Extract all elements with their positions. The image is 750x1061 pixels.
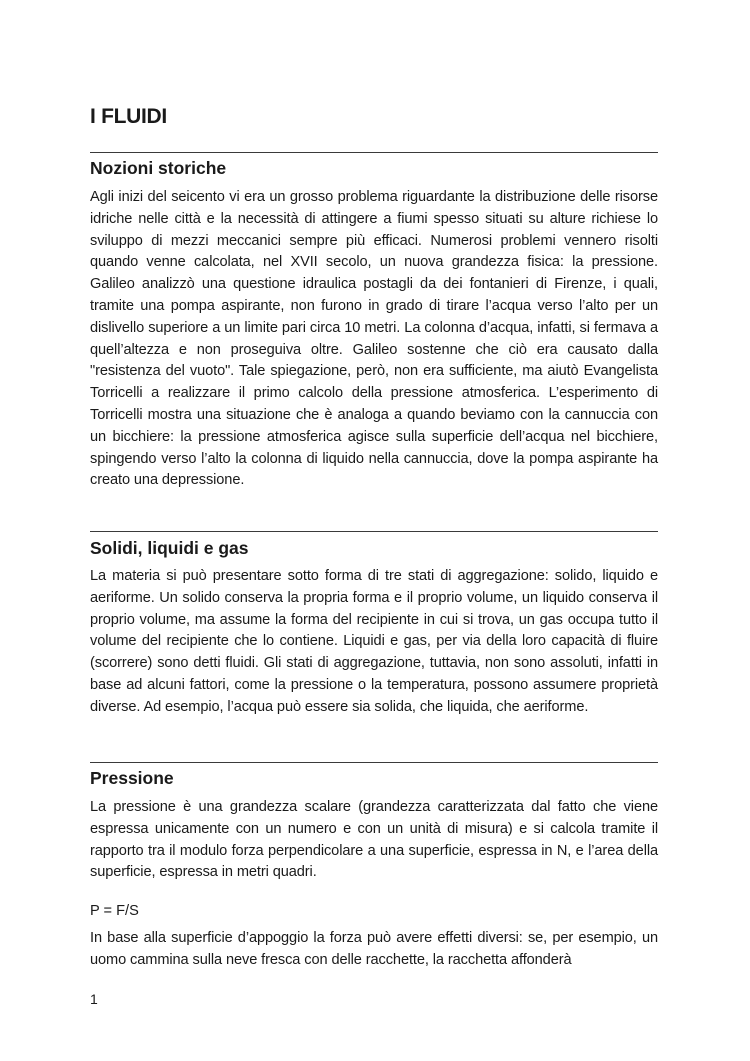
section-paragraph: La pressione è una grandezza scalare (grandezza caratterizzata dal fatto che viene espressa unicamente con un numero e con un unità di misura) e si calcola tramite il rapporto tra il modulo forza perpendicolare a una superficie, espressa in N, e l’area della superficie, espressa in metri quadri. <box>90 799 658 881</box>
document-title: I FLUIDI <box>90 105 167 128</box>
pressure-formula: P = F/S <box>90 903 139 919</box>
section-divider <box>90 531 658 532</box>
section-paragraph: La materia si può presentare sotto forma di tre stati di aggregazione: solido, liquido e aeriforme. Un solido conserva la propria forma e il proprio volume, un liquido conserva il proprio volume, ma assume la forma del recipiente in cui si trova, un gas occupa tutto il volume del recipiente che lo contiene. Liquidi e gas, per via della loro capacità di fluire (scorrere) sono detti fluidi. Gli stati di aggregazione, tuttavia, non sono assoluti, infatti in base ad alcuni fattori, come la pressione o la temperatura, possono assumere proprietà diverse. Ad esempio, l’acqua può essere sia solida, che liquida, che aeriforme. <box>90 568 658 715</box>
section-heading-pressione: Pressione <box>90 768 174 788</box>
section-divider <box>90 762 658 763</box>
section-heading-nozioni-storiche: Nozioni storiche <box>90 158 227 178</box>
section-paragraph: Agli inizi del seicento vi era un grosso problema riguardante la distribuzione delle risorse idriche nelle città e la necessità di attingere a fiumi spesso situati su alture richiese lo sviluppo di mezzi meccanici sempre più efficaci. Numerosi problemi vennero risolti quando venne calcolata, nel XVII secolo, un nuova grandezza fisica: la pressione. Galileo analizzò una questione idraulica postagli da dei fontanieri di Firenze, i quali, tramite una pompa aspirante, non furono in grado di tirare l’acqua verso l’alto per un dislivello superiore a un limite pari circa 10 metri. La colonna d’acqua, infatti, si fermava a quell’altezza e non proseguiva oltre. Galileo sostenne che ciò era causato dalla "resistenza del vuoto". Tale spiegazione, però, non era sufficiente, ma aiutò Evangelista Torricelli a realizzare il primo calcolo della pressione atmosferica. L’esperimento di Torricelli mostra una situazione che è analoga a quando beviamo con la cannuccia con un bicchiere: la pressione atmosferica agisce sulla superficie dell’acqua nel bicchiere, spingendo verso l’alto la colonna di liquido nella cannuccia, dove la pompa aspirante ha creato una depressione. <box>90 189 658 489</box>
page-number: 1 <box>90 991 98 1007</box>
section-divider <box>90 152 658 153</box>
section-paragraph: In base alla superficie d’appoggio la forza può avere effetti diversi: se, per esempio, un uomo cammina sulla neve fresca con delle racchette, la racchetta affonderà <box>90 930 658 968</box>
section-heading-solidi-liquidi-gas: Solidi, liquidi e gas <box>90 538 249 558</box>
